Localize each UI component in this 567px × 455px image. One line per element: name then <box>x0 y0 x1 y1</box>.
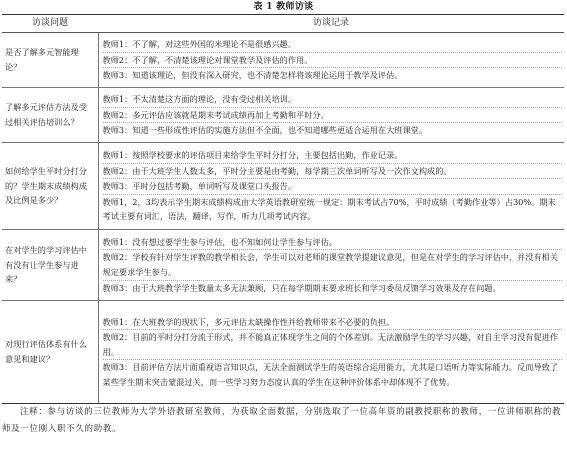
record-cell <box>98 301 564 404</box>
table-row <box>2 230 564 301</box>
record-line: 教师2：由于大班学生人数太多，平时分主要是由考勤，每学期三次单词听写及一次作文构成的。 <box>103 164 563 180</box>
table-row <box>2 88 564 143</box>
question-cell: 对现行评估体系有什么意见和建议？ <box>2 301 98 404</box>
record-line: 教师1：按照学校要求的评估项目来给学生平时分打分，主要包括出勤，作业记录。 <box>103 148 563 164</box>
question-cell: 是否了解多元智能理论？ <box>2 33 98 88</box>
interview-table <box>2 14 564 404</box>
table-caption: 表 1 教师访谈 <box>253 2 314 12</box>
table-header-row <box>2 15 564 33</box>
record-line: 教师1：没有想过要学生参与评估，也不知如何让学生参与评估。 <box>103 235 563 251</box>
header-question: 访谈问题 <box>2 15 98 33</box>
table-row <box>2 33 564 88</box>
question-cell: 如何给学生平时分打分的？学生期末成绩构成及比例是多少？ <box>2 143 98 230</box>
record-line: 教师3：平时分包括考勤，单词听写及课堂口头报告。 <box>103 179 563 195</box>
record-line: 教师2：学校有针对学生评教的教学相长会，学生可以对老师的课堂教学提建议意见，但是在对学生的学习评估中，并没有相关规定要求学生参与。 <box>103 250 563 280</box>
record-line: 教师1，2，3均表示学生期末成绩构成由大学英语教研室统一规定：期末考试占70%，平时成绩（考勤作业等）占30%。期末考试主要有词汇，语法，翻译，写作，听力几项考试内容。 <box>102 196 556 222</box>
table-row <box>2 301 564 404</box>
question-cell: 了解多元评估方法及受过相关评估培训么？ <box>2 88 98 143</box>
record-line: 教师3：由于大班教学学生数量太多无法兼顾，只在每学期期末要求班长和学习委员反馈学习效果及存在问题。 <box>102 282 501 293</box>
question-cell: 在对学生的学习评估中有没有让学生参与进来？ <box>2 230 98 301</box>
header-record: 访谈记录 <box>98 15 564 33</box>
record-line: 教师3：知道该理论，但没有深入研究，也不清楚怎样将该理论运用于教学及评估。 <box>102 70 403 81</box>
record-line: 教师1：不了解，对这些外国的米理论不是很感兴趣。 <box>103 37 563 53</box>
record-line: 教师3：目前评估方法片面重视语言知识点，无法全面测试学生的英语综合运用能力，尤其是口语听力等实际能力。反而导致了某些学生期末突击蒙混过关，而一些学习努力态度认真的学生在这种评价体系中却体现不了优势。 <box>102 362 559 387</box>
table-row <box>2 143 564 230</box>
table-note: 注释：参与访谈的三位教师为大学外语教研室教师，为获取全面数据，分别选取了一位高年资的副教授职称的教师，一位讲师职称的教师及一位刚入职不久的助教。 <box>2 406 562 433</box>
record-line: 教师3：知道一些形成性评估的实施方法但不全面，也不知道哪些更适合运用在大班课堂。 <box>102 125 428 136</box>
record-cell <box>98 143 564 230</box>
record-line: 教师1：在大班教学的现状下，多元评估太缺操作性并给教师带来不必要的负担。 <box>103 315 563 331</box>
record-cell <box>98 88 564 143</box>
record-line: 教师2：多元评估应该就是期末考试成绩再加上考勤和平时分。 <box>103 108 563 124</box>
record-line: 教师2：不了解，不清楚该理论对课堂教学及评估的作用。 <box>103 53 563 69</box>
record-cell <box>98 230 564 301</box>
record-line: 教师1：不太清楚这方面的理论，没有受过相关培训。 <box>103 92 563 108</box>
record-line: 教师2：目前的平时分打分流于形式，并不能真正体现学生之间的个体差别。无法激励学生的学习兴趣，对自主学习没有促进作用。 <box>103 330 563 360</box>
record-cell <box>98 33 564 88</box>
